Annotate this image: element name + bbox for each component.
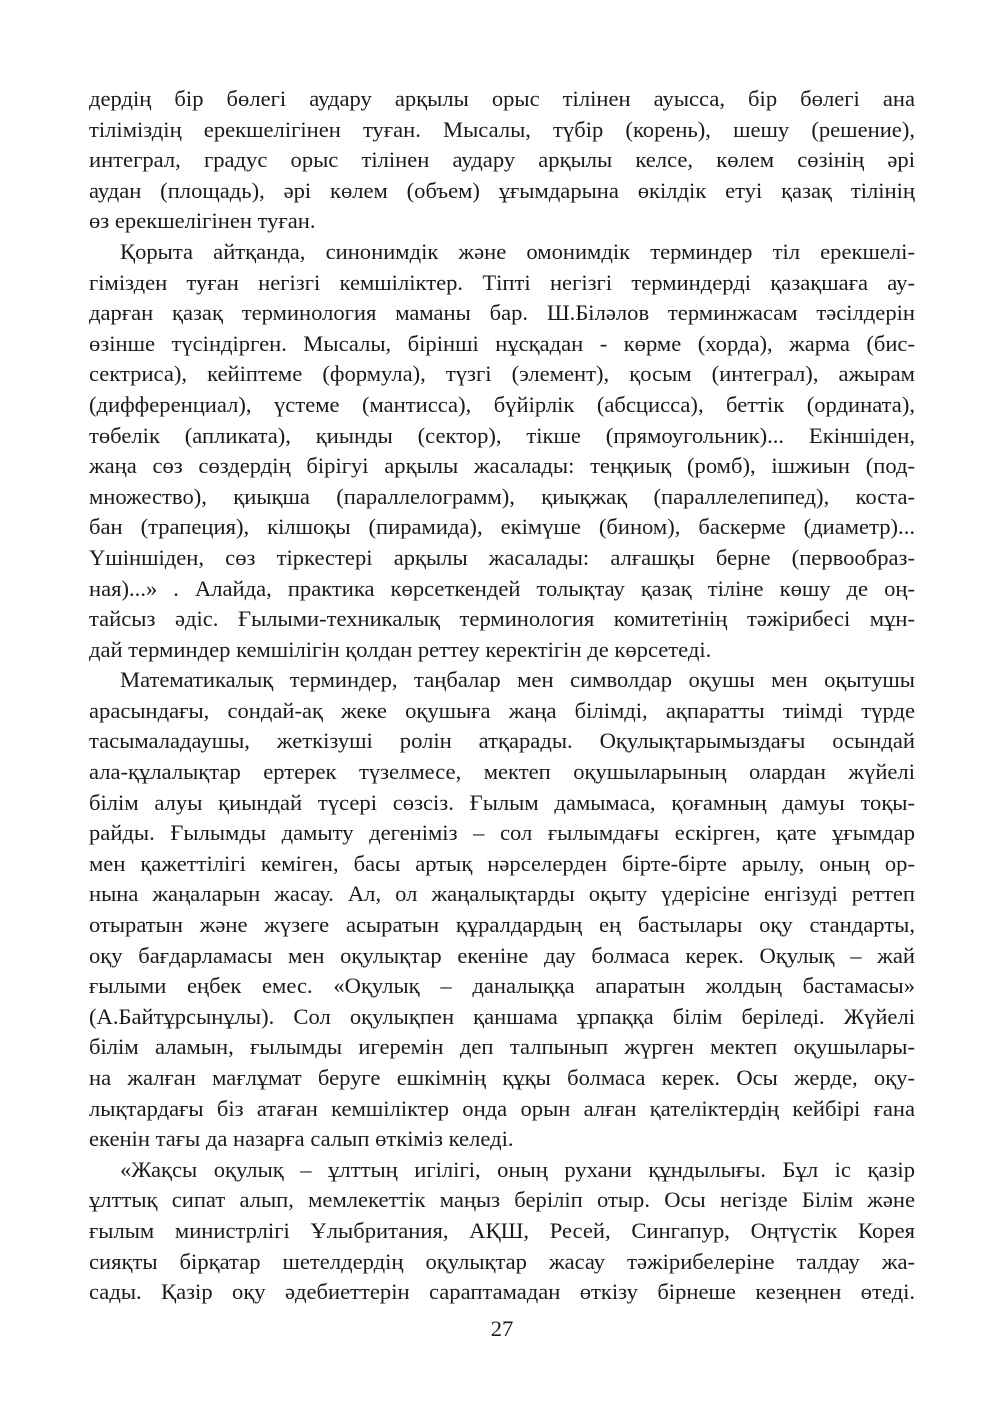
- text-line: райды. Ғылымды дамыту дегеніміз – сол ғылымдағы ескірген, қате ұғымдар: [89, 820, 915, 846]
- text-line: білім аламын, ғылымды игеремін деп талпынып жүрген мектеп оқушылары-: [89, 1034, 915, 1060]
- text-line: бан (трапеция), кілшоқы (пирамида), екімүше (бином), баскерме (диаметр)...: [89, 514, 915, 540]
- text-line: мен қажеттілігі кеміген, басы артық нәрселерден бірте-бірте арылу, оның ор-: [89, 850, 915, 876]
- text-line: гімізден туған негізгі кемшіліктер. Тіпті негізгі терминдерді қазақшаға ау-: [89, 269, 915, 295]
- body-text: [89, 84, 915, 1308]
- text-line: өзінше түсіндірген. Мысалы, бірінші нұсқадан - көрме (хорда), жарма (бис-: [89, 330, 915, 356]
- page-number: 27: [490, 1316, 514, 1341]
- paragraph: [89, 84, 915, 237]
- text-line: дай терминдер кемшілігін қолдан реттеу керектігін де көрсетеді.: [89, 636, 712, 662]
- text-line: оқу бағдарламасы мен оқулықтар екеніне дау болмаса керек. Оқулық – жай: [89, 942, 915, 968]
- text-line: сады. Қазір оқу әдебиеттерін сараптамадан өткізу бірнеше кезеңнен өтеді.: [89, 1279, 915, 1305]
- text-line: арасындағы, сондай-ақ жеке оқушыға жаңа білімді, ақпаратты тиімді түрде: [89, 697, 915, 723]
- text-line: Үшіншіден, сөз тіркестері арқылы жасалады: алғашқы берне (первообраз-: [89, 544, 915, 570]
- text-line: сектриса), кейіптеме (формула), түзгі (элемент), қосым (интеграл), ажырам: [89, 361, 915, 387]
- text-line: (дифференциал), үстеме (мантисса), бүйірлік (абсцисса), беттік (ордината),: [89, 391, 915, 417]
- text-line: ала-құлалықтар ертерек түзелмесе, мектеп оқушыларының олардан жүйелі: [89, 759, 915, 785]
- text-line: Математикалық терминдер, таңбалар мен символдар оқушы мен оқытушы: [120, 667, 915, 693]
- text-line: тайсыз әдіс. Ғылыми-техникалық терминология комитетінің тәжірибесі мұн-: [89, 606, 915, 632]
- text-line: өз ерекшелігінен туған.: [89, 208, 316, 234]
- paragraph: [89, 665, 915, 1155]
- text-line: ғылым министрлігі Ұлыбритания, АҚШ, Ресей, Сингапур, Оңтүстік Корея: [89, 1217, 915, 1243]
- text-line: интеграл, градус орыс тілінен аудару арқылы келсе, көлем сөзінің әрі: [89, 147, 915, 173]
- text-line: ұлттық сипат алып, мемлекеттік маңыз беріліп отыр. Осы негізде Білім және: [89, 1187, 915, 1213]
- text-line: жаңа сөз сөздердің бірігуі арқылы жасалады: теңқиық (ромб), ішжиын (под-: [89, 453, 915, 479]
- text-line: множество), қиықша (параллелограмм), қиықжақ (параллелепипед), коста-: [89, 483, 915, 509]
- text-line: на жалған мағлұмат беруге ешкімнің құқы болмаса керек. Осы жерде, оқу-: [89, 1065, 915, 1090]
- text-line: тіліміздің ерекшелігінен туған. Мысалы, түбір (корень), шешу (решение),: [89, 116, 915, 142]
- text-line: аудан (площадь), әрі көлем (объем) ұғымдарына өкілдік етуі қазақ тілінің: [89, 177, 915, 203]
- paragraph: [89, 1155, 915, 1308]
- text-line: отыратын және жүзеге асыратын құралдардың ең бастылары оқу стандарты,: [89, 912, 915, 938]
- text-line: екенін тағы да назарға салып өткіміз келеді.: [89, 1126, 514, 1152]
- text-line: төбелік (апликата), қиынды (сектор), тікше (прямоугольник)... Екіншіден,: [89, 422, 915, 448]
- text-line: білім алуы қиындай түсері сөзсіз. Ғылым дамымаса, қоғамның дамуы тоқы-: [89, 789, 915, 815]
- text-line: (А.Байтұрсынұлы). Сол оқулықпен қаншама ұрпаққа білім беріледі. Жүйелі: [89, 1003, 915, 1029]
- text-line: сияқты бірқатар шетелдердің оқулықтар жасау тәжірибелеріне талдау жа-: [89, 1248, 915, 1274]
- text-line: дарған қазақ терминология маманы бар. Ш.Біләлов терминжасам тәсілдерін: [89, 300, 915, 326]
- text-line: ғылыми еңбек емес. «Оқулық – даналыққа апаратын жолдың бастамасы»: [89, 973, 915, 999]
- text-line: «Жақсы оқулық – ұлттың игілігі, оның рухани құндылығы. Бұл іс қазір: [120, 1156, 915, 1182]
- text-line: нына жаңаларын жасау. Ал, ол жаңалықтарды оқыту үдерісіне енгізуді реттеп: [89, 881, 915, 907]
- text-line: ная)...» . Алайда, практика көрсеткендей толықтау қазақ тіліне көшу де оң-: [89, 575, 915, 601]
- text-line: лықтардағы біз атаған кемшіліктер онда орын алған қателіктердің кейбірі ғана: [89, 1095, 915, 1121]
- text-line: дердің бір бөлегі аудару арқылы орыс тілінен ауысса, бір бөлегі ана: [89, 86, 915, 111]
- text-line: Қорыта айтқанда, синонимдік және омонимдік терминдер тіл ерекшелі-: [120, 238, 915, 264]
- paragraph: [89, 237, 915, 665]
- text-line: тасымаладаушы, жеткізуші ролін атқарады. Оқулықтарымыздағы осындай: [89, 728, 915, 754]
